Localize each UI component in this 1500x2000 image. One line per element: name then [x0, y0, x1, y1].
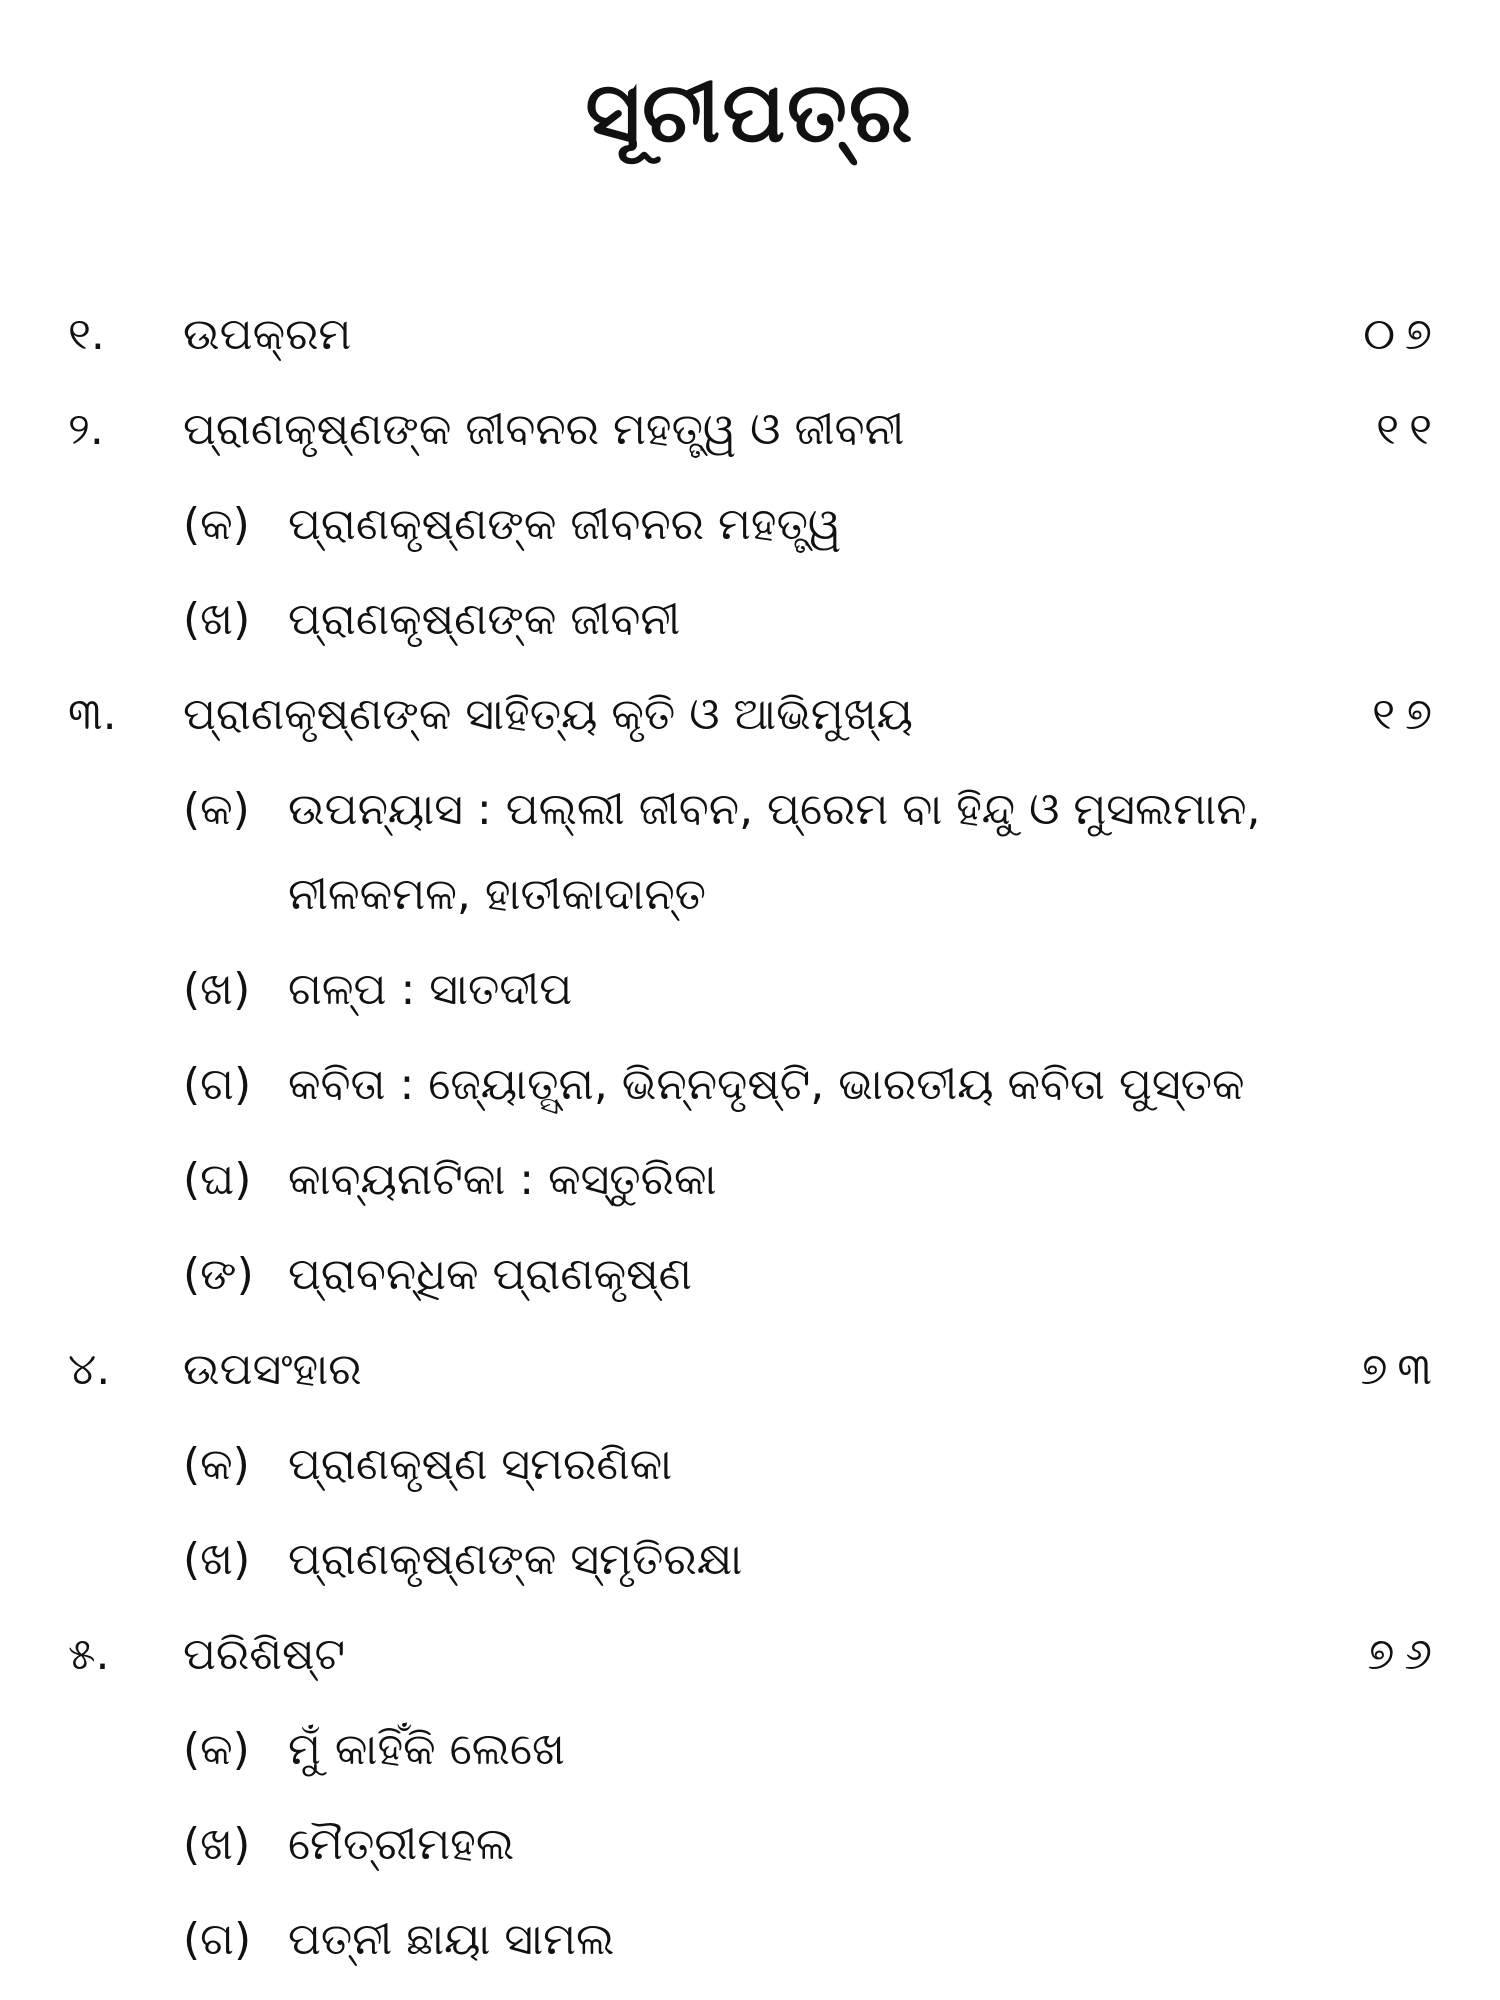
subentry-title: ମୁଁ କାହିଁକି ଲେଖେ	[288, 1724, 565, 1775]
entry-title: ପ୍ରାଣକୃଷ୍ଣଙ୍କ ଜୀବନର ମହତ୍ତ୍ୱ ଓ ଜୀବନୀ	[183, 404, 905, 455]
page-number: ୦୭	[1363, 309, 1442, 360]
toc-subentry	[0, 1145, 1500, 1215]
subentry-marker: (ଖ)	[183, 964, 251, 1015]
entry-title: ପରିଶିଷ୍ଟ	[183, 1629, 345, 1680]
page-number: ୧୧	[1376, 404, 1442, 455]
toc-subentry	[0, 955, 1500, 1025]
entry-title: ଉପସଂହାର	[183, 1344, 362, 1395]
toc-subentry	[0, 1240, 1500, 1310]
toc-subentry-continuation	[0, 860, 1500, 930]
toc-entry	[0, 680, 1500, 750]
toc-subentry	[0, 1810, 1500, 1880]
subentry-title: ପ୍ରାଣକୃଷ୍ଣଙ୍କ ଜୀବନର ମହତ୍ତ୍ୱ	[288, 499, 842, 550]
entry-title: ଉପକ୍ରମ	[183, 309, 352, 360]
entry-number: ୫.	[68, 1629, 110, 1680]
toc-entry	[0, 1335, 1500, 1405]
subentry-title: ପ୍ରାଣକୃଷ୍ଣଙ୍କ ସ୍ମୃତିରକ୍ଷା	[288, 1534, 743, 1585]
subentry-title: କାବ୍ୟନାଟିକା : କସ୍ତୁରିକା	[288, 1154, 717, 1205]
subentry-marker: (ଖ)	[183, 1819, 251, 1870]
subentry-title-continued: ନୀଳକମଳ, ହାତୀକାଦାନ୍ତ	[288, 869, 707, 920]
subentry-title: ପ୍ରାଣକୃଷ୍ଣଙ୍କ ଜୀବନୀ	[288, 594, 681, 645]
entry-number: ୨.	[68, 404, 104, 455]
page-number: ୧୭	[1372, 689, 1442, 740]
subentry-marker: (କ)	[183, 499, 250, 550]
page-title: ସୂଚୀପତ୍ର	[585, 63, 915, 161]
subentry-marker: (କ)	[183, 1439, 250, 1490]
subentry-title: ପତ୍ନୀ ଛାୟା ସାମଲ	[288, 1914, 615, 1965]
toc-subentry	[0, 775, 1500, 845]
toc-entry	[0, 395, 1500, 465]
toc-subentry	[0, 1430, 1500, 1500]
page-number: ୭୩	[1360, 1344, 1442, 1395]
subentry-title: ଗଳ୍ପ : ସାତଦୀପ	[288, 964, 573, 1015]
subentry-marker: (ଖ)	[183, 594, 251, 645]
toc-entry	[0, 1620, 1500, 1690]
subentry-marker: (ଘ)	[183, 1154, 252, 1205]
subentry-marker: (ଖ)	[183, 1534, 251, 1585]
toc-subentry	[0, 490, 1500, 560]
toc-subentry	[0, 1905, 1500, 1975]
toc-subentry	[0, 585, 1500, 655]
entry-number: ୧.	[68, 309, 105, 360]
entry-number: ୪.	[68, 1344, 111, 1395]
subentry-title: ଉପନ୍ୟାସ : ପଲ୍ଲୀ ଜୀବନ, ପ୍ରେମ ବା ହିନ୍ଦୁ ଓ ମୁସଲମାନ,	[288, 784, 1261, 835]
subentry-marker: (ଙ)	[183, 1249, 254, 1300]
subentry-marker: (ଗ)	[183, 1059, 252, 1110]
subentry-title: କବିତା : ଜ୍ୟୋତ୍ସ୍ନା, ଭିନ୍ନଦୃଷ୍ଟି, ଭାରତୀୟ କବିତା ପୁସ୍ତକ	[288, 1059, 1245, 1110]
entry-title: ପ୍ରାଣକୃଷ୍ଣଙ୍କ ସାହିତ୍ୟ କୃତି ଓ ଆଭିମୁଖ୍ୟ	[183, 689, 913, 740]
toc-entry	[0, 300, 1500, 370]
toc-subentry	[0, 1715, 1500, 1785]
page-number: ୭୬	[1367, 1629, 1442, 1680]
subentry-marker: (କ)	[183, 1724, 250, 1775]
subentry-marker: (କ)	[183, 784, 250, 835]
subentry-marker: (ଗ)	[183, 1914, 252, 1965]
subentry-title: ପ୍ରାବନ୍ଧିକ ପ୍ରାଣକୃଷ୍ଣ	[288, 1249, 692, 1300]
subentry-title: ମୈତ୍ରୀମହଲ	[288, 1819, 515, 1870]
subentry-title: ପ୍ରାଣକୃଷ୍ଣ ସ୍ମରଣିକା	[288, 1439, 673, 1490]
toc-subentry	[0, 1050, 1500, 1120]
entry-number: ୩.	[68, 689, 117, 740]
toc-subentry	[0, 1525, 1500, 1595]
